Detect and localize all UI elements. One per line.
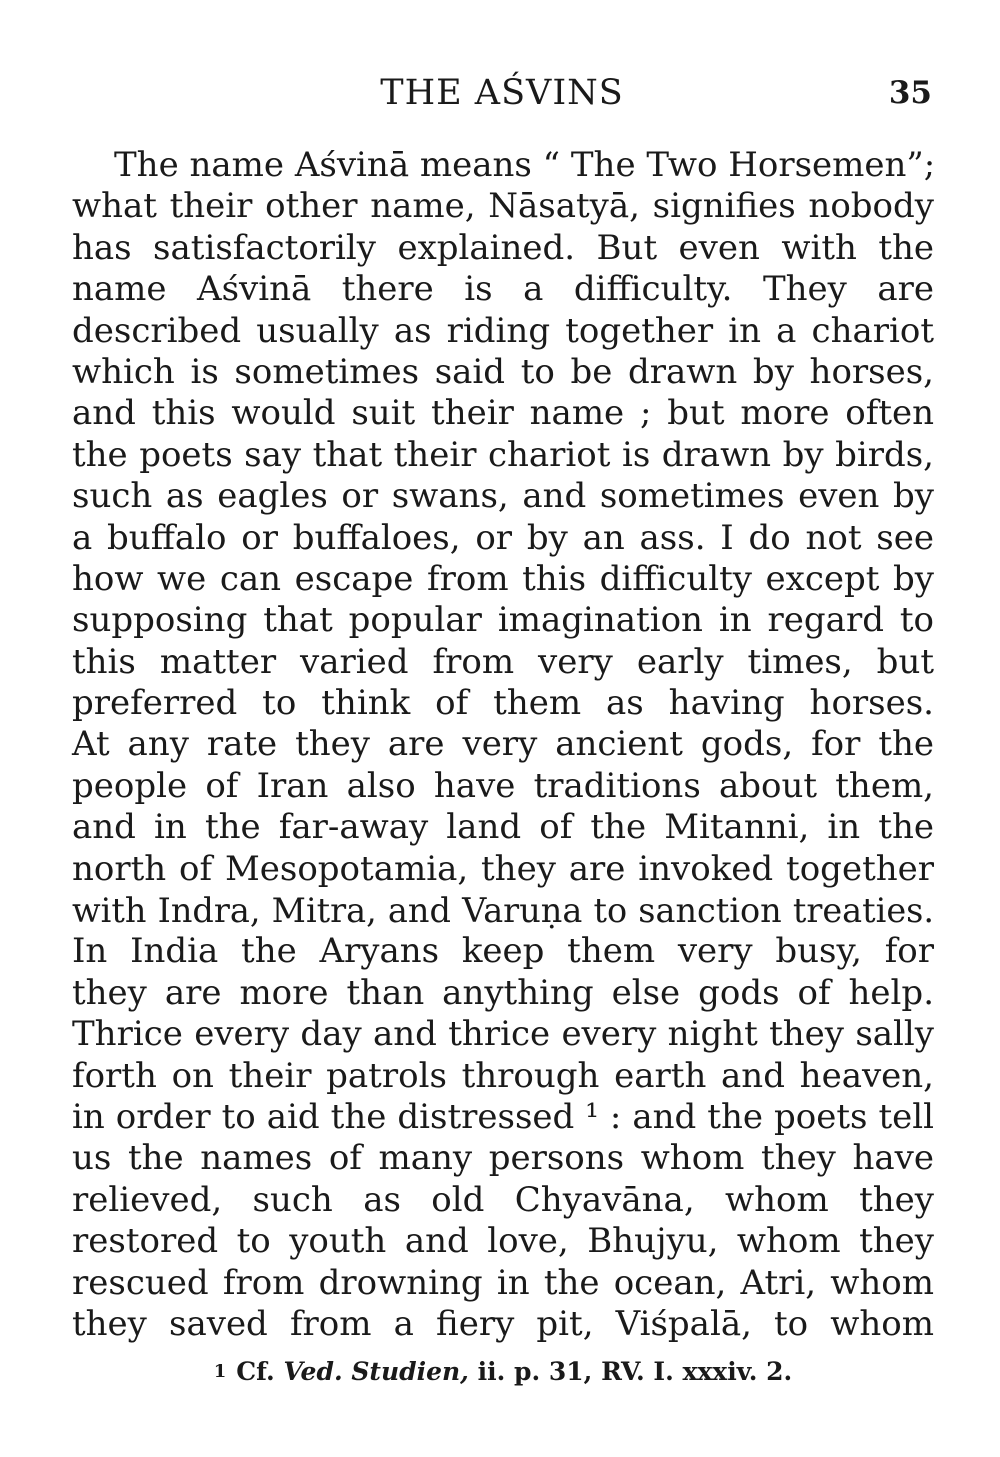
text-line: forth on their patrols through earth and heaven, xyxy=(72,1055,934,1096)
footnote-suffix: ii. p. 31, RV. I. xxxiv. 2. xyxy=(468,1357,793,1386)
text-line: which is sometimes said to be drawn by horses, xyxy=(72,351,934,392)
text-line: described usually as riding together in a chariot xyxy=(72,310,934,351)
text-line: in order to aid the distressed ¹ : and the poets tell xyxy=(72,1096,934,1137)
text-line: restored to youth and love, Bhujyu, whom they xyxy=(72,1221,934,1262)
text-line: a buffalo or buffaloes, or by an ass. I do not see xyxy=(72,517,934,558)
text-line: In India the Aryans keep them very busy, for xyxy=(72,931,934,972)
text-line: they saved from a fiery pit, Viśpalā, to whom xyxy=(72,1303,934,1344)
text-line: and this would suit their name ; but more often xyxy=(72,393,934,434)
text-line: has satisfactorily explained. But even with the xyxy=(72,227,934,268)
body-text xyxy=(72,145,934,1345)
page-number: 35 xyxy=(888,75,932,111)
text-line: name Aśvinā there is a difficulty. They are xyxy=(72,269,934,310)
text-line: preferred to think of them as having horses. xyxy=(72,683,934,724)
footnote-prefix: Cf. xyxy=(236,1357,284,1386)
text-line: north of Mesopotamia, they are invoked together xyxy=(72,848,934,889)
text-line: The name Aśvinā means “ The Two Horsemen”; xyxy=(114,145,936,185)
text-line: the poets say that their chariot is drawn by birds, xyxy=(72,434,934,475)
text-line: they are more than anything else gods of help. xyxy=(72,972,934,1013)
page-header xyxy=(72,68,932,118)
text-line: people of Iran also have traditions about them, xyxy=(72,765,934,806)
footnote-marker: 1 xyxy=(213,1361,227,1382)
footnote xyxy=(72,1355,934,1389)
running-title: THE AŚVINS xyxy=(380,73,624,113)
text-line: this matter varied from very early times, but xyxy=(72,641,934,682)
text-line: supposing that popular imagination in regard to xyxy=(72,600,934,641)
text-line: with Indra, Mitra, and Varuṇa to sanction treaties. xyxy=(72,891,934,931)
text-line: relieved, such as old Chyavāna, whom they xyxy=(72,1179,934,1220)
text-line: At any rate they are very ancient gods, for the xyxy=(72,724,934,765)
footnote-work-title: Ved. Studien, xyxy=(283,1357,469,1386)
text-line: us the names of many persons whom they have xyxy=(72,1138,934,1179)
text-line: such as eagles or swans, and sometimes even by xyxy=(72,476,934,517)
text-line: and in the far-away land of the Mitanni, in the xyxy=(72,807,934,848)
text-line: how we can escape from this difficulty except by xyxy=(72,558,934,599)
text-line: rescued from drowning in the ocean, Atri, whom xyxy=(72,1262,934,1303)
text-line: what their other name, Nāsatyā, signifies nobody xyxy=(72,186,934,227)
text-line: Thrice every day and thrice every night they sally xyxy=(72,1014,934,1055)
